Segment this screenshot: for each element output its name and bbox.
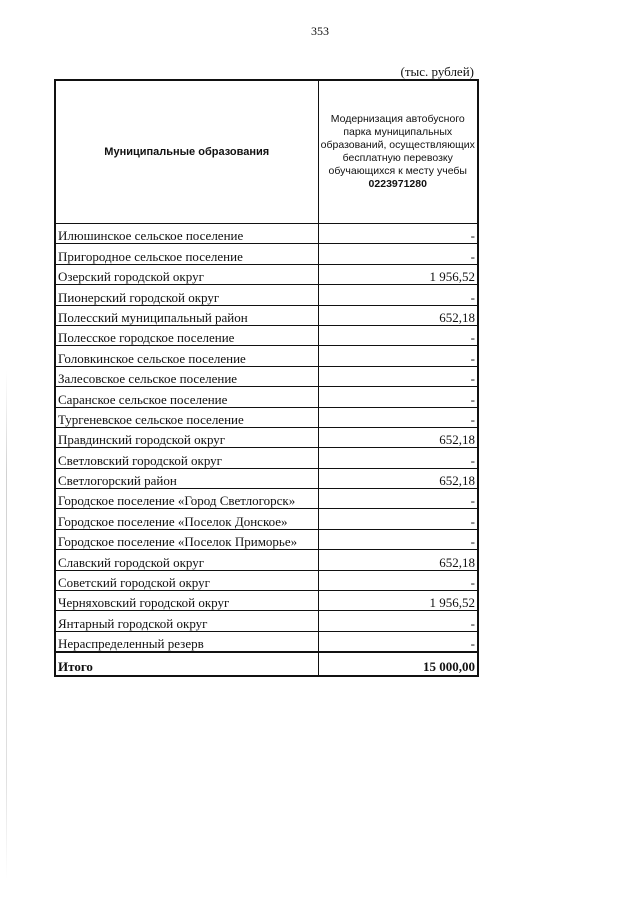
header-municipalities: Муниципальные образования — [55, 80, 318, 224]
row-municipality-name: Светлогорский район — [55, 468, 318, 488]
row-amount: - — [318, 529, 478, 549]
row-municipality-name: Тургеневское сельское поселение — [55, 407, 318, 427]
table-row — [55, 244, 478, 264]
row-amount: 1 956,52 — [318, 591, 478, 611]
row-municipality-name: Славский городской округ — [55, 550, 318, 570]
units-label: (тыс. рублей) — [400, 64, 474, 79]
row-municipality-name: Городское поселение «Поселок Приморье» — [55, 529, 318, 549]
row-municipality-name: Озерский городской округ — [55, 264, 318, 284]
row-amount: - — [318, 285, 478, 305]
row-municipality-name: Светловский городской округ — [55, 448, 318, 468]
table-row — [55, 631, 478, 652]
row-amount: 652,18 — [318, 305, 478, 325]
row-amount: - — [318, 611, 478, 631]
table-row — [55, 468, 478, 488]
table-body — [55, 224, 478, 653]
total-label: Итого — [55, 652, 318, 676]
row-municipality-name: Правдинский городской округ — [55, 427, 318, 447]
row-municipality-name: Залесовское сельское поселение — [55, 366, 318, 386]
budget-table — [54, 79, 479, 677]
total-value: 15 000,00 — [318, 652, 478, 676]
row-amount: - — [318, 325, 478, 345]
table-row — [55, 448, 478, 468]
table-row — [55, 346, 478, 366]
row-municipality-name: Янтарный городской округ — [55, 611, 318, 631]
table-row — [55, 407, 478, 427]
row-municipality-name: Городское поселение «Поселок Донское» — [55, 509, 318, 529]
table-row — [55, 366, 478, 386]
row-amount: 652,18 — [318, 468, 478, 488]
row-municipality-name: Советский городской округ — [55, 570, 318, 590]
table-header-row — [55, 80, 478, 224]
table-row — [55, 387, 478, 407]
row-municipality-name: Пригородное сельское поселение — [55, 244, 318, 264]
row-municipality-name: Саранское сельское поселение — [55, 387, 318, 407]
row-amount: - — [318, 509, 478, 529]
page-number: 353 — [311, 24, 329, 38]
row-amount: 652,18 — [318, 427, 478, 447]
row-amount: - — [318, 346, 478, 366]
row-municipality-name: Нераспределенный резерв — [55, 631, 318, 652]
total-row — [55, 652, 478, 676]
table-row — [55, 224, 478, 244]
table-row — [55, 264, 478, 284]
scan-artifact-line — [6, 370, 7, 880]
table-row — [55, 529, 478, 549]
row-municipality-name: Черняховский городской округ — [55, 591, 318, 611]
header-program — [318, 80, 478, 224]
table-row — [55, 489, 478, 509]
table-row — [55, 285, 478, 305]
row-amount: - — [318, 448, 478, 468]
table-row — [55, 550, 478, 570]
table-row — [55, 305, 478, 325]
header-program-code: 0223971280 — [368, 178, 427, 190]
table-row — [55, 591, 478, 611]
table-row — [55, 325, 478, 345]
table-row — [55, 427, 478, 447]
row-amount: - — [318, 407, 478, 427]
row-amount: - — [318, 631, 478, 652]
header-program-title: Модернизация автобусного парка муниципальных образований, осуществляющих бесплатную перевозку обучающихся к месту учебы — [320, 113, 475, 177]
row-amount: 652,18 — [318, 550, 478, 570]
row-amount: - — [318, 224, 478, 244]
row-amount: - — [318, 570, 478, 590]
row-municipality-name: Головкинское сельское поселение — [55, 346, 318, 366]
row-amount: 1 956,52 — [318, 264, 478, 284]
row-amount: - — [318, 387, 478, 407]
row-amount: - — [318, 244, 478, 264]
table-row — [55, 611, 478, 631]
row-amount: - — [318, 366, 478, 386]
row-municipality-name: Полесский муниципальный район — [55, 305, 318, 325]
table-row — [55, 570, 478, 590]
row-municipality-name: Городское поселение «Город Светлогорск» — [55, 489, 318, 509]
row-municipality-name: Пионерский городской округ — [55, 285, 318, 305]
row-amount: - — [318, 489, 478, 509]
row-municipality-name: Полесское городское поселение — [55, 325, 318, 345]
row-municipality-name: Илюшинское сельское поселение — [55, 224, 318, 244]
table-row — [55, 509, 478, 529]
